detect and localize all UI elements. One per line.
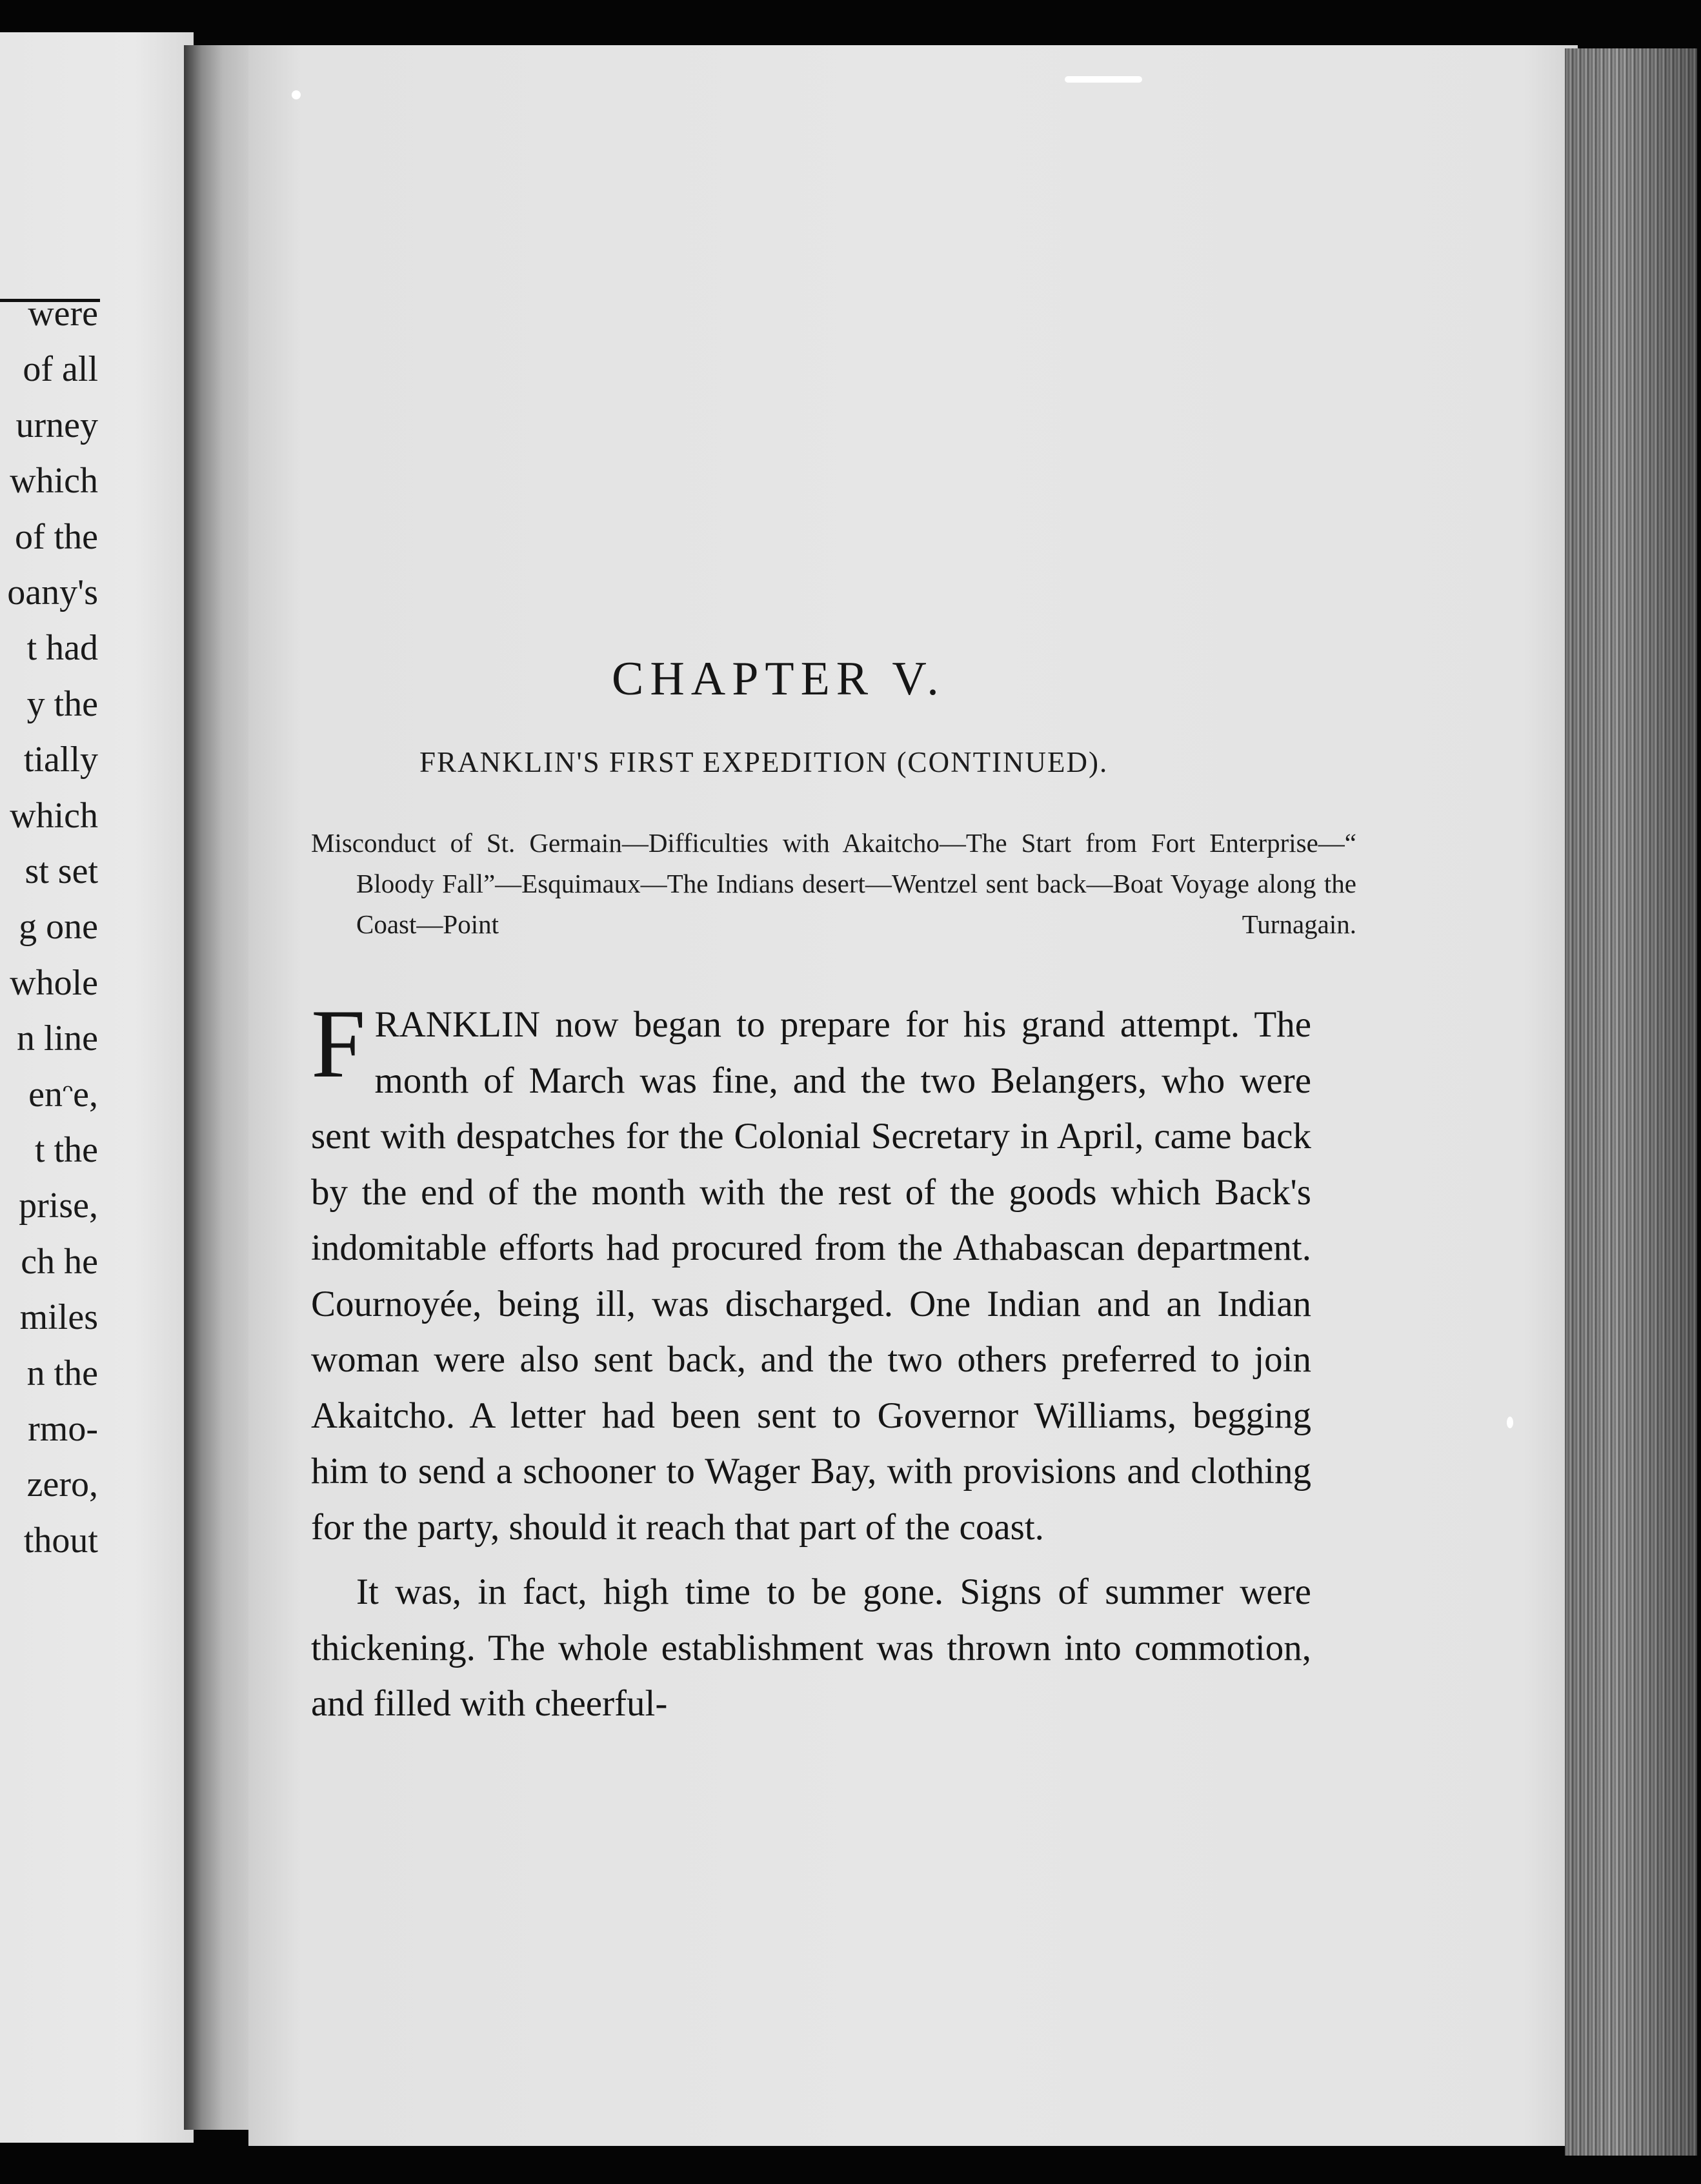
left-page-line: oany's: [7, 572, 98, 612]
left-page-line: thout: [23, 1520, 98, 1561]
left-page-line: of all: [23, 349, 98, 390]
left-page-line: enᵔe,: [28, 1074, 98, 1115]
left-page-line: tially: [23, 740, 98, 780]
left-page-line: g one: [19, 907, 98, 947]
left-page-line: which: [10, 795, 98, 836]
chapter-title: CHAPTER V.: [612, 652, 945, 705]
left-page-line: t the: [35, 1130, 98, 1170]
left-page-line: n line: [17, 1018, 98, 1059]
book-gutter: [184, 45, 255, 2130]
paragraph-1-text: RANKLIN now began to prepare for his grand attempt. The month of March was fine, and the two Belangers, who were sent with despatches for the Colonial Secretary in April, came back by the end of the month with the rest of the goods which Back's indomitable efforts had procured from the Athabascan department. Cournoyée, being ill, was discharged. One Indian and an Indian woman were also sent back, and the two others preferred to join Akaitcho. A letter had been sent to Governor Williams, begging him to send a schooner to Wager Bay, with provisions and clothing for the party, should it reach that part of the coast.: [311, 1004, 1311, 1548]
left-page-line: were: [28, 294, 98, 334]
left-page-line: st set: [25, 851, 98, 891]
left-page-line: miles: [19, 1297, 98, 1338]
drop-cap: F: [311, 989, 366, 1098]
left-page-line: rmo-: [28, 1409, 98, 1449]
left-page-line: n the: [26, 1353, 98, 1393]
paragraph-1: [311, 989, 1311, 1555]
paragraph-2: It was, in fact, high time to be gone. Signs of summer were thickening. The whole establishment was thrown into commotion, and filled with cheerful-: [311, 1572, 1311, 1724]
scan-speck: [292, 90, 301, 99]
left-facing-page: [0, 32, 194, 2143]
left-page-line: urney: [15, 405, 98, 445]
body-text: [311, 989, 1311, 1732]
left-page-line: which: [10, 461, 98, 501]
page-edges: [1565, 48, 1697, 2156]
scan-speck: [1507, 1417, 1513, 1428]
left-page-line: y the: [26, 683, 98, 724]
left-page-line: whole: [10, 962, 98, 1003]
chapter-subtitle: FRANKLIN'S FIRST EXPEDITION (CONTINUED).: [419, 746, 1109, 778]
left-page-line: zero,: [26, 1464, 98, 1505]
left-page-line: of the: [14, 516, 98, 557]
left-page-line: prise,: [19, 1186, 98, 1226]
chapter-summary: Misconduct of St. Germain—Difficulties with Akaitcho—The Start from Fort Enterprise—“ Bloody Fall”—Esquimaux—The Indians desert—Wentzel sent back—Boat Voyage along the Coast—Point Turnagain.: [311, 828, 1356, 939]
left-page-line: ch he: [21, 1241, 98, 1282]
left-page-line: t had: [26, 628, 98, 669]
scan-speck: [1065, 76, 1142, 83]
